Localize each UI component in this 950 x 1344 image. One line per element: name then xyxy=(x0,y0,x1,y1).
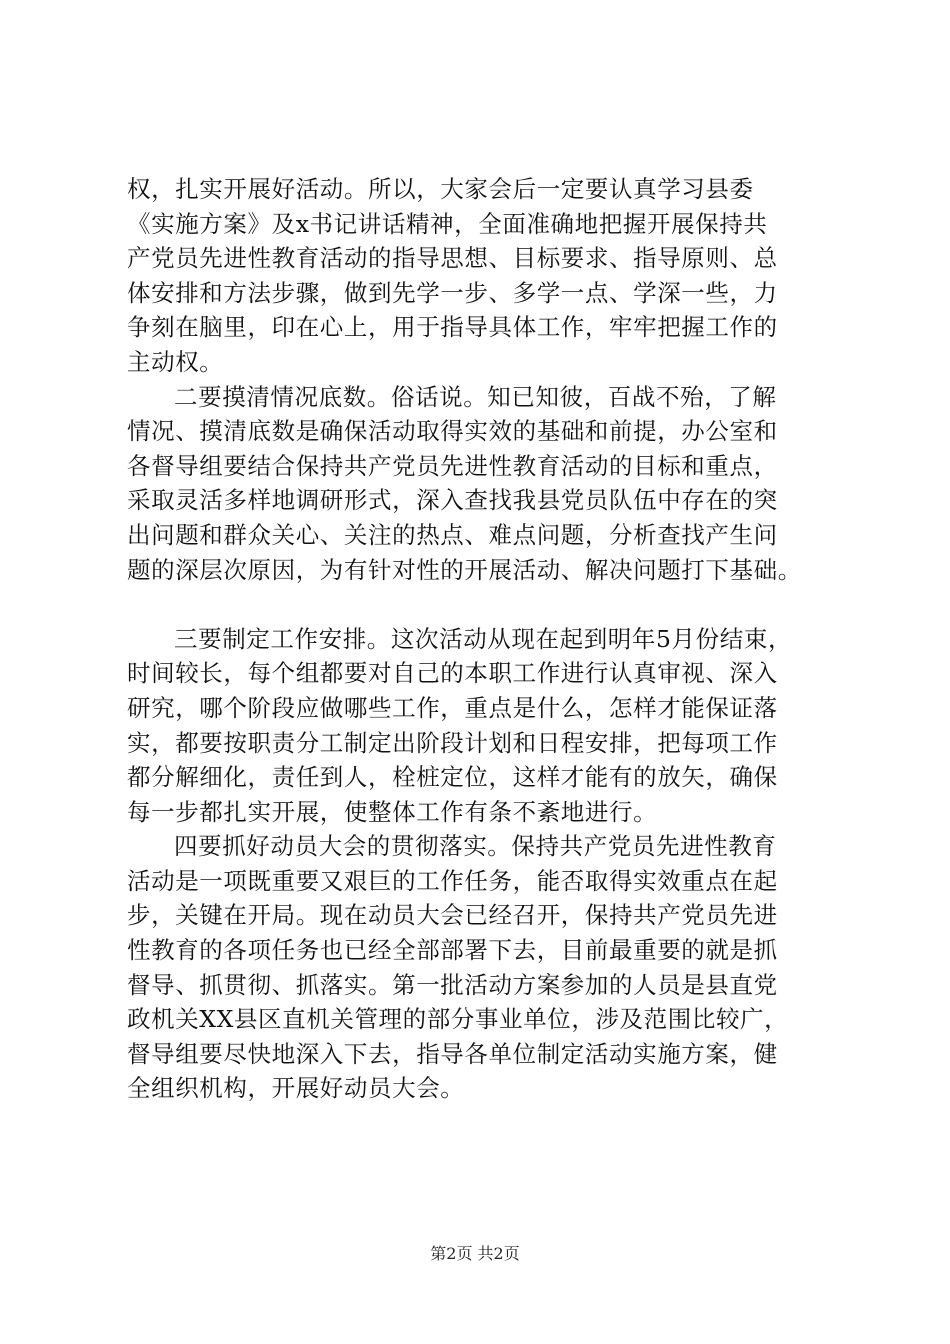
paragraph-line: 采取灵活多样地调研形式，深入查找我县党员队伍中存在的突 xyxy=(127,486,778,515)
paragraph-line: 实，都要按职责分工制定出阶段计划和日程安排，把每项工作 xyxy=(127,728,778,757)
page-number-footer: 第2页 共2页 xyxy=(430,1244,520,1263)
paragraph-line: 争刻在脑里，印在心上，用于指导具体工作，牢牢把握工作的 xyxy=(127,313,778,342)
document-body xyxy=(127,172,839,1106)
paragraph-line: 各督导组要结合保持共产党员先进性教育活动的目标和重点， xyxy=(127,451,778,480)
paragraph-line: 产党员先进性教育活动的指导思想、目标要求、指导原则、总 xyxy=(127,244,778,273)
paragraph-line: 主动权。 xyxy=(127,347,224,376)
paragraph-line: 出问题和群众关心、关注的热点、难点问题，分析查找产生问 xyxy=(127,520,778,549)
paragraph-line: 督导、抓贯彻、抓落实。第一批活动方案参加的人员是县直党 xyxy=(127,970,778,999)
paragraph-line: 《实施方案》及x书记讲话精神，全面准确地把握开展保持共 xyxy=(127,209,768,238)
paragraph-line: 全组织机构，开展好动员大会。 xyxy=(127,1074,465,1103)
paragraph-gap xyxy=(127,587,839,622)
paragraph-line: 活动是一项既重要又艰巨的工作任务，能否取得实效重点在起 xyxy=(127,866,778,895)
paragraph-line: 体安排和方法步骤，做到先学一步、多学一点、学深一些，力 xyxy=(127,278,778,307)
paragraph-line: 二要摸清情况底数。俗话说。知已知彼，百战不殆，了解 xyxy=(174,382,777,411)
paragraph-line: 权，扎实开展好活动。所以，大家会后一定要认真学习县委 xyxy=(127,175,754,203)
paragraph-line: 性教育的各项任务也已经全部部署下去，目前最重要的就是抓 xyxy=(127,936,778,965)
paragraph-line: 都分解细化，责任到人，栓桩定位，这样才能有的放矢，确保 xyxy=(127,763,778,792)
paragraph-line: 督导组要尽快地深入下去，指导各单位制定活动实施方案，健 xyxy=(127,1039,778,1068)
paragraph-line: 研究，哪个阶段应做哪些工作，重点是什么，怎样才能保证落 xyxy=(127,693,778,722)
paragraph-line: 每一步都扎实开展，使整体工作有条不紊地进行。 xyxy=(127,797,658,826)
paragraph-line: 时间较长，每个组都要对自己的本职工作进行认真审视、深入 xyxy=(127,659,778,688)
paragraph-line: 三要制定工作安排。这次活动从现在起到明年5月份结束， xyxy=(174,624,793,653)
paragraph-line: 情况、摸清底数是确保活动取得实效的基础和前提，办公室和 xyxy=(127,417,778,446)
paragraph-line: 步，关键在开局。现在动员大会已经召开，保持共产党员先进 xyxy=(127,901,778,930)
paragraph-line: 四要抓好动员大会的贯彻落实。保持共产党员先进性教育 xyxy=(174,832,777,861)
paragraph-line: 题的深层次原因，为有针对性的开展活动、解决问题打下基础。 xyxy=(127,555,802,584)
paragraph-line: 政机关XX县区直机关管理的部分事业单位，涉及范围比较广， xyxy=(127,1005,789,1034)
